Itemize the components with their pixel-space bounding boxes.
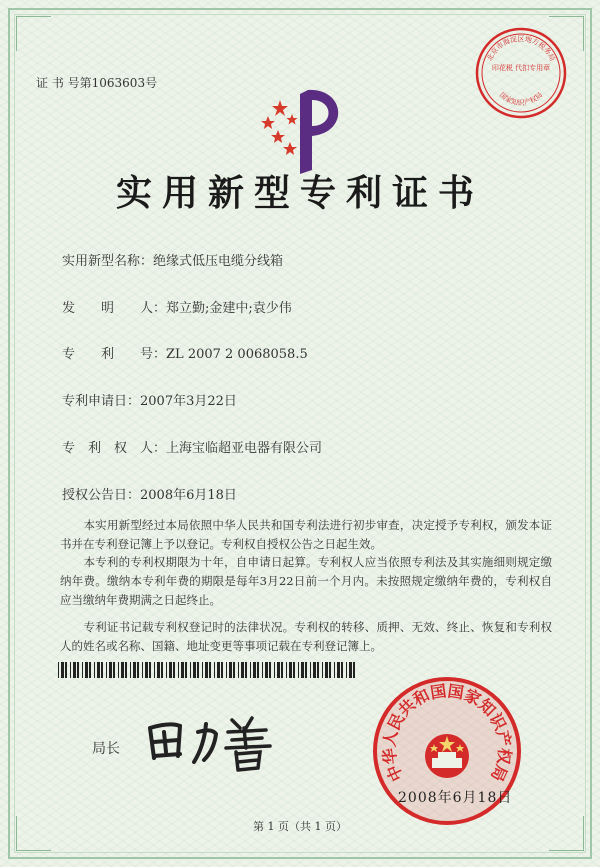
barcode-bar	[173, 662, 175, 678]
barcode-bar	[130, 662, 131, 678]
barcode-bar	[197, 662, 199, 678]
seal-top-bottom-text: 国家知识产权局	[497, 90, 545, 107]
barcode-bar	[346, 662, 347, 678]
barcode-bar	[257, 662, 259, 678]
certificate-number: 证 书 号第1063603号	[36, 76, 158, 90]
barcode-bar	[317, 662, 319, 678]
barcode-bar	[305, 662, 307, 678]
field-label: 发 明 人：	[62, 301, 167, 316]
barcode-bar	[229, 662, 232, 678]
barcode-bar	[181, 662, 184, 678]
seal-big-text: 中华人民共和国国家知识产权局	[379, 681, 515, 785]
field-value: 2008年6月18日	[140, 488, 237, 503]
field-label: 授权公告日：	[62, 488, 141, 503]
paragraph	[60, 516, 552, 554]
barcode-bar	[337, 662, 340, 678]
barcode-bar	[289, 662, 292, 678]
barcode-bar	[226, 662, 227, 678]
barcode-bar	[281, 662, 283, 678]
barcode-bar	[145, 662, 148, 678]
barcode-bar	[293, 662, 295, 678]
barcode	[58, 662, 358, 678]
field-value: ZL 2007 2 0068058.5	[166, 347, 308, 362]
barcode-bar	[154, 662, 155, 678]
tax-seal-stamp	[474, 26, 568, 120]
barcode-bar	[65, 662, 67, 678]
barcode-bar	[209, 662, 211, 678]
barcode-bar	[149, 662, 151, 678]
barcode-bar	[169, 662, 172, 678]
barcode-bar	[82, 662, 83, 678]
barcode-bar	[217, 662, 220, 678]
barcode-bar	[329, 662, 331, 678]
seal-top-center-text: 印花税 代扣专用章	[491, 64, 551, 72]
barcode-bar	[250, 662, 251, 678]
patent-office-logo-icon	[250, 70, 360, 180]
paragraph-text: 专利证书记载专利权登记时的法律状况。专利权的转移、质押、无效、终止、恢复和专利权人的姓名或名称、国籍、地址变更等事项记载在专利登记簿上。	[60, 620, 553, 653]
field-value: 上海宝临超亚电器有限公司	[166, 441, 323, 456]
field-patentee	[62, 437, 322, 456]
barcode-bar	[265, 662, 268, 678]
barcode-bar	[142, 662, 143, 678]
barcode-bar	[157, 662, 160, 678]
barcode-bar	[202, 662, 203, 678]
barcode-bar	[233, 662, 235, 678]
barcode-bar	[73, 662, 76, 678]
barcode-bar	[262, 662, 263, 678]
barcode-bar	[241, 662, 244, 678]
barcode-bar	[334, 662, 335, 678]
barcode-bar	[178, 662, 179, 678]
barcode-bar	[185, 662, 187, 678]
field-label: 实用新型名称：	[62, 254, 154, 269]
field-label: 专利申请日：	[62, 394, 141, 409]
page-footer: 第 1 页（共 1 页）	[253, 820, 347, 833]
barcode-bar	[286, 662, 287, 678]
barcode-bar	[214, 662, 215, 678]
barcode-bar	[274, 662, 275, 678]
barcode-bar	[97, 662, 100, 678]
barcode-bar	[85, 662, 88, 678]
barcode-bar	[190, 662, 191, 678]
field-application-date	[62, 390, 237, 409]
barcode-bar	[118, 662, 119, 678]
barcode-bar	[109, 662, 112, 678]
field-label: 专 利 号：	[62, 347, 167, 362]
barcode-bar	[113, 662, 115, 678]
barcode-bar	[77, 662, 79, 678]
barcode-bar	[221, 662, 223, 678]
barcode-bar	[341, 662, 343, 678]
barcode-bar	[269, 662, 271, 678]
barcode-bar	[238, 662, 239, 678]
national-emblem-icon	[425, 734, 469, 778]
barcode-bar	[193, 662, 196, 678]
barcode-bar	[133, 662, 136, 678]
paragraph-text: 本专利的专利权期限为十年，自申请日起算。专利权人应当依照专利法及其实施细则规定缴纳年费。缴纳本专利年费的期限是每年3月22日前一个月内。未按照规定缴纳年费的，专利权自应当缴纳年费期满之日起终止。	[60, 555, 553, 607]
director-signature	[140, 706, 280, 776]
barcode-bar	[166, 662, 167, 678]
barcode-bar	[205, 662, 208, 678]
barcode-bar	[277, 662, 280, 678]
barcode-bar	[313, 662, 316, 678]
barcode-bar	[121, 662, 124, 678]
field-value: 绝缘式低压电缆分线箱	[153, 254, 284, 269]
field-value: 2007年3月22日	[140, 394, 237, 409]
paragraph	[60, 618, 552, 656]
barcode-bar	[58, 662, 59, 678]
barcode-bar	[94, 662, 95, 678]
barcode-bar	[70, 662, 71, 678]
barcode-bar	[161, 662, 163, 678]
barcode-bar	[89, 662, 91, 678]
barcode-bar	[245, 662, 247, 678]
issue-date: 2008年6月18日	[398, 790, 513, 806]
barcode-bar	[322, 662, 323, 678]
barcode-bar	[310, 662, 311, 678]
field-label: 专 利 权 人：	[62, 441, 167, 456]
director-label: 局长	[92, 741, 120, 757]
barcode-bar	[301, 662, 304, 678]
paragraph-text: 本实用新型经过本局依照中华人民共和国专利法进行初步审查，决定授予专利权，颁发本证书并在专利登记簿上予以登记。专利权自授权公告之日起生效。	[60, 518, 553, 551]
field-value: 郑立勤;金建中;袁少伟	[166, 301, 292, 316]
paragraph	[60, 553, 552, 610]
seal-top-arc-text: 北京市海淀区地方税务局	[485, 35, 557, 63]
certificate-title: 实用新型专利证书	[115, 172, 484, 214]
barcode-bar	[253, 662, 256, 678]
barcode-bar	[137, 662, 139, 678]
barcode-bar	[353, 662, 355, 678]
barcode-bar	[125, 662, 127, 678]
barcode-bar	[298, 662, 299, 678]
barcode-bar	[106, 662, 107, 678]
barcode-bar	[349, 662, 352, 678]
barcode-bar	[61, 662, 64, 678]
barcode-bar	[325, 662, 328, 678]
field-patent-number	[62, 343, 308, 362]
field-inventors	[62, 297, 292, 316]
barcode-bar	[101, 662, 103, 678]
field-utility-model-name	[62, 250, 283, 269]
svg-text:国家知识产权局	[498, 90, 544, 107]
field-grant-date	[62, 484, 237, 503]
